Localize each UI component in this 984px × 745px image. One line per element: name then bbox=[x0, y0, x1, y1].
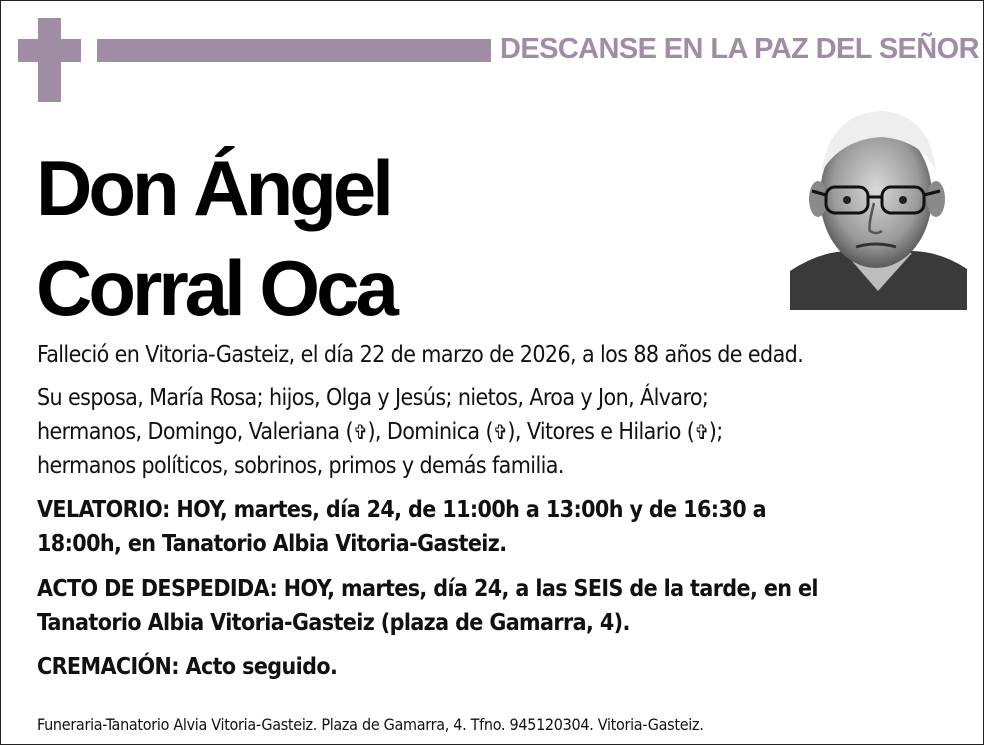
cross-horizontal-bar bbox=[18, 39, 81, 62]
cremation-paragraph bbox=[37, 650, 967, 684]
death-notice bbox=[37, 338, 967, 372]
family-line-2-part-c: ), Vitores e Hilario ( bbox=[507, 419, 695, 445]
deceased-cross-icon: ✞ bbox=[352, 420, 368, 444]
family-line-2 bbox=[37, 415, 967, 449]
name-line-1: Don Ángel bbox=[36, 144, 390, 232]
family-line-2-part-d: ); bbox=[708, 419, 723, 445]
portrait-photo bbox=[790, 101, 967, 310]
deceased-cross-icon: ✞ bbox=[492, 420, 508, 444]
family-line-1: Su esposa, María Rosa; hijos, Olga y Jesús; nietos, Aroa y Jon, Álvaro; bbox=[37, 385, 709, 411]
farewell-paragraph bbox=[37, 572, 967, 640]
family-line-2-part-b: ), Dominica ( bbox=[367, 419, 493, 445]
family-line-2-part-a: hermanos, Domingo, Valeriana ( bbox=[37, 419, 353, 445]
header-divider-bar bbox=[97, 39, 491, 62]
deceased-name bbox=[36, 138, 395, 338]
deceased-cross-icon: ✞ bbox=[694, 420, 709, 444]
family-paragraph bbox=[37, 381, 967, 483]
death-notice-text: Falleció en Vitoria-Gasteiz, el día 22 de marzo de 2026, a los 88 años de edad. bbox=[37, 342, 804, 368]
family-line-3: hermanos políticos, sobrinos, primos y demás familia. bbox=[37, 453, 564, 479]
wake-paragraph bbox=[37, 493, 967, 561]
portrait-illustration bbox=[790, 101, 967, 310]
funeral-home-footer: Funeraria-Tanatorio Alvia Vitoria-Gasteiz. Plaza de Gamarra, 4. Tfno. 945120304. Vitoria-Gasteiz. bbox=[37, 715, 704, 734]
farewell-line-1: ACTO DE DESPEDIDA: HOY, martes, día 24, a las SEIS de la tarde, en el bbox=[37, 576, 818, 602]
wake-line-1: VELATORIO: HOY, martes, día 24, de 11:00h a 13:00h y de 16:30 a bbox=[37, 497, 767, 523]
farewell-line-2: Tanatorio Albia Vitoria-Gasteiz (plaza de Gamarra, 4). bbox=[37, 610, 630, 636]
header-title: DESCANSE EN LA PAZ DEL SEÑOR bbox=[500, 33, 979, 65]
wake-line-2: 18:00h, en Tanatorio Albia Vitoria-Gasteiz. bbox=[37, 531, 507, 557]
cremation-text: CREMACIÓN: Acto seguido. bbox=[37, 654, 338, 680]
name-line-2: Corral Oca bbox=[36, 244, 395, 332]
